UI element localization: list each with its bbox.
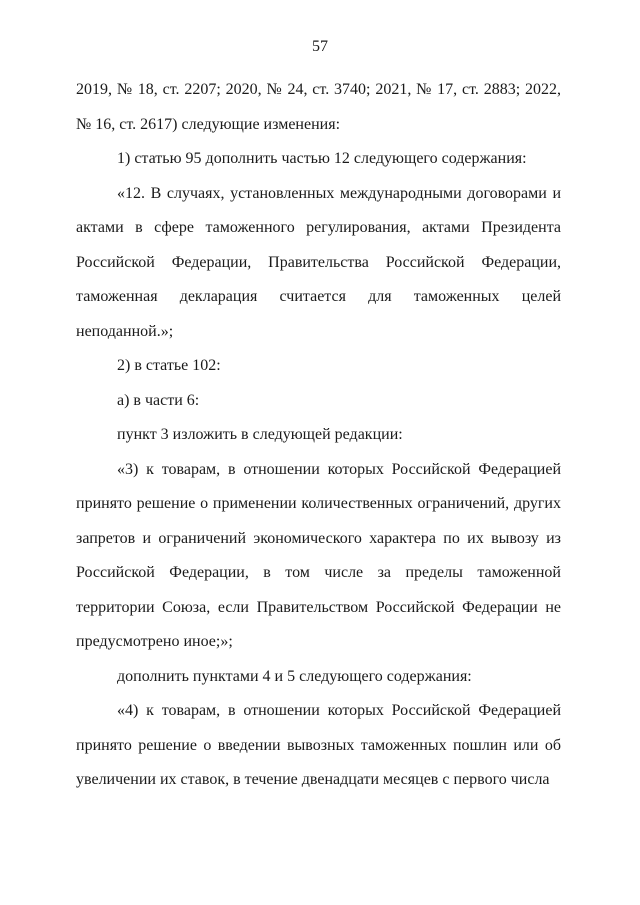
paragraph-add-points-instruction: дополнить пунктами 4 и 5 следующего содержания: [117, 667, 472, 685]
paragraph-quote-point-4: «4) к товарам, в отношении которых Российской Федерацией принято решение о введении вывозных таможенных пошлин или об увеличении их ставок, в течение двенадцати месяцев с первого числа [76, 702, 561, 788]
paragraph-continuation: 2019, № 18, ст. 2207; 2020, № 24, ст. 3740; 2021, № 17, ст. 2883; 2022, № 16, ст. 2617) следующие изменения: [76, 81, 561, 133]
paragraph-subitem-a: а) в части 6: [117, 391, 200, 409]
paragraph-point-3-instruction: пункт 3 изложить в следующей редакции: [117, 426, 403, 443]
paragraph-quote-part-12: «12. В случаях, установленных международными договорами и актами в сфере таможенного регулирования, актами Президента Российской Федерации, Правительства Российской Федерации, таможенная декларация считается для таможенных целей неподанной.»; [76, 184, 561, 340]
paragraph-quote-point-3: «3) к товарам, в отношении которых Российской Федерацией принято решение о применении количественных ограничений, других запретов и ограничений экономического характера по их вывозу из Российской Федерации, в том числе за пределы таможенной территории Союза, если Правительством Российской Федерации не предусмотрено иное;»; [76, 460, 561, 650]
paragraph-item-2: 2) в статье 102: [117, 357, 221, 374]
page-number: 57 [312, 38, 328, 55]
document-body [76, 73, 561, 798]
paragraph-item-1: 1) статью 95 дополнить частью 12 следующего содержания: [117, 150, 527, 167]
